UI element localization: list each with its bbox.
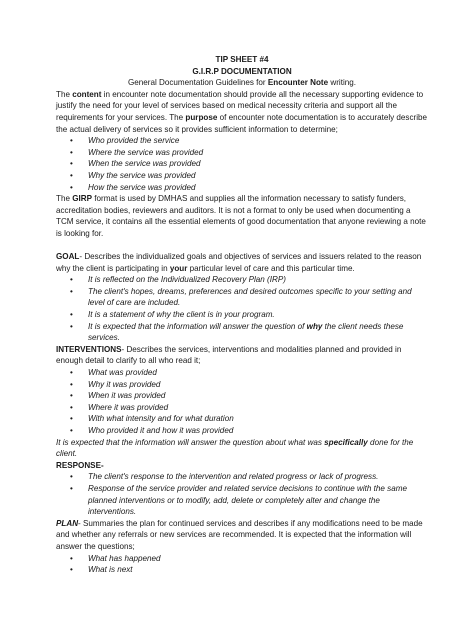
list-item: • Who provided the service [56, 135, 428, 147]
list-item: • With what intensity and for what duration [56, 413, 428, 425]
list-item: • How the service was provided [56, 182, 428, 194]
girp-text-2: format is used by DMHAS and supplies all the information necessary to satisfy funders, accreditation bodies, reviewers and auditors. It is not a format to only be used when documenting a TCM service, it contains all the essential elements of good documentation that anyone reviewing a note is looking for. [56, 194, 426, 238]
interventions-paragraph [56, 344, 428, 367]
response-heading [56, 460, 428, 472]
list-item: • The client's response to the intervention and related progress or lack of progress. [56, 471, 428, 483]
interventions-expectation [56, 437, 428, 460]
list-item: • Why the service was provided [56, 170, 428, 182]
interventions-exp-text-2: done for the client. [56, 437, 414, 459]
response-label: RESPONSE [56, 460, 101, 470]
list-item: • It is reflected on the Individualized Recovery Plan (IRP) [56, 274, 428, 286]
list-item: • What has happened [56, 553, 428, 565]
list-item: • Where it was provided [56, 402, 428, 414]
plan-bullet-list [56, 553, 428, 576]
list-item: • Why it was provided [56, 379, 428, 391]
list-item: • When it was provided [56, 390, 428, 402]
subtitle-emphasis: Encounter Note [267, 78, 329, 88]
interventions-text: - Describes the services, interventions and modalities planned and provided in enough detail to clarify to all who read it; [56, 344, 402, 366]
plan-text: - Summaries the plan for continued services and describes if any modifications need to be made and whether any referrals or new services are recommended. It is expected that the information will answer the questions; [56, 518, 423, 551]
intro-paragraph [56, 89, 428, 135]
list-item: • What was provided [56, 367, 428, 379]
list-item: • Response of the service provider and related service decisions to continue with the same planned interventions or to modify, add, delete or completely alter and change the interventions. [56, 483, 428, 518]
goal-text-1: - Describes the individualized goals and objectives of services and issuers related to the reason why the client is participating in [56, 252, 422, 273]
tip-sheet-number: TIP SHEET #4 [215, 55, 269, 64]
intro-text-2: in encounter note documentation should provide all the necessary supporting evidence to justify the need for your level of services based on medical necessity criteria and support all the requirements for your services. The [56, 89, 424, 122]
intro-content-term: content [72, 89, 102, 99]
intro-text-1: The [56, 89, 73, 99]
list-item: • When the service was provided [56, 158, 428, 170]
subtitle-text: General Documentation Guidelines for [127, 78, 268, 88]
goal-last-text-2: the client needs these services. [88, 321, 404, 343]
goal-label: GOAL [56, 252, 80, 262]
goal-text-2: particular level of care and this particular time. [187, 263, 355, 273]
document-subtitle [56, 77, 428, 89]
girp-paragraph [56, 193, 428, 239]
plan-paragraph [56, 518, 428, 553]
interventions-bullet-list [56, 367, 428, 437]
goal-why-term: why [306, 321, 323, 331]
list-item: • It is a statement of why the client is in your program. [56, 309, 428, 321]
girp-term: GIRP [72, 194, 92, 204]
intro-text-3: of encounter note documentation is to accurately describe the actual delivery of services so it provides sufficient information to determine; [56, 112, 428, 134]
list-item: • What is next [56, 564, 428, 576]
response-dash: - [100, 460, 104, 470]
subtitle-suffix: writing. [328, 78, 357, 88]
goal-bullet-list [56, 274, 428, 344]
goal-your-term: your [169, 263, 188, 273]
plan-label: PLAN [56, 518, 79, 528]
interventions-specifically-term: specifically [324, 437, 368, 447]
goal-last-text-1: It is expected that the information will answer the question of [88, 321, 307, 331]
interventions-exp-text-1: It is expected that the information will answer the question about what was [56, 437, 325, 447]
intro-bullet-list [56, 135, 428, 193]
girp-text-1: The [56, 194, 73, 204]
list-item: • Where the service was provided [56, 147, 428, 159]
list-item: • The client's hopes, dreams, preferences and desired outcomes specific to your setting and level of care are included. [56, 286, 428, 309]
spacer [56, 240, 428, 252]
document-title: G.I.R.P DOCUMENTATION [192, 66, 292, 76]
response-bullet-list [56, 471, 428, 517]
list-item: • Who provided it and how it was provided [56, 425, 428, 437]
interventions-label: INTERVENTIONS [56, 344, 122, 354]
goal-paragraph [56, 251, 428, 274]
intro-purpose-term: purpose [185, 112, 218, 122]
list-item [56, 321, 428, 344]
